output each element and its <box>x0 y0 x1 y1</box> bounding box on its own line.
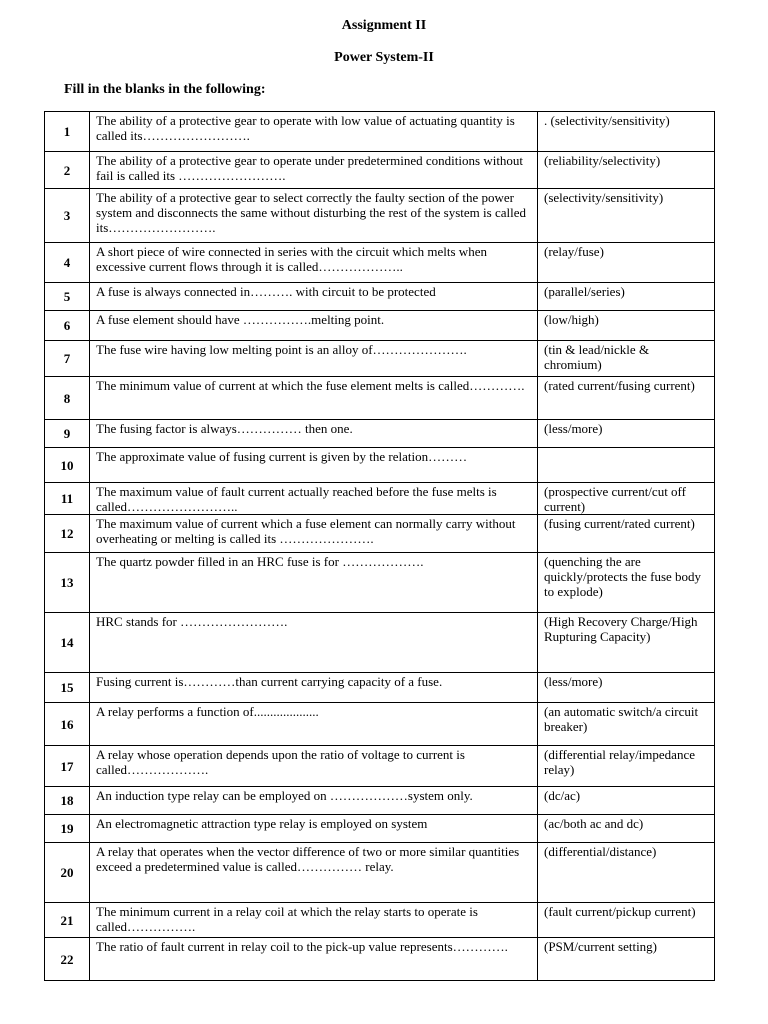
question-number: 12 <box>45 515 90 553</box>
subject-title: Power System-II <box>334 50 434 65</box>
question-number: 22 <box>45 938 90 981</box>
question-number: 19 <box>45 815 90 843</box>
question-text: HRC stands for ……………………. <box>90 613 538 673</box>
question-text: The quartz powder filled in an HRC fuse is for ………………. <box>90 553 538 613</box>
question-row <box>45 515 715 553</box>
questions-table <box>44 111 715 981</box>
question-number: 14 <box>45 613 90 673</box>
answer-options: (low/high) <box>538 311 715 341</box>
question-number: 10 <box>45 448 90 483</box>
question-row <box>45 903 715 938</box>
question-number: 9 <box>45 420 90 448</box>
question-number: 20 <box>45 843 90 903</box>
question-row <box>45 243 715 283</box>
question-text: The maximum value of current which a fuse element can normally carry without overheating or melting is called its …………………. <box>90 515 538 553</box>
question-number: 21 <box>45 903 90 938</box>
question-row <box>45 311 715 341</box>
question-row <box>45 152 715 189</box>
question-row <box>45 283 715 311</box>
question-number: 11 <box>45 483 90 515</box>
question-number: 8 <box>45 377 90 420</box>
question-number: 16 <box>45 703 90 746</box>
answer-options: (High Recovery Charge/High Rupturing Capacity) <box>538 613 715 673</box>
question-text: The ability of a protective gear to operate under predetermined conditions without fail is called its ……………………. <box>90 152 538 189</box>
question-number: 5 <box>45 283 90 311</box>
question-row <box>45 553 715 613</box>
question-text: The minimum current in a relay coil at which the relay starts to operate is called……………. <box>90 903 538 938</box>
answer-options: (ac/both ac and dc) <box>538 815 715 843</box>
question-text: The ratio of fault current in relay coil to the pick-up value represents…………. <box>90 938 538 981</box>
question-row <box>45 787 715 815</box>
question-number: 7 <box>45 341 90 377</box>
question-row <box>45 483 715 515</box>
question-number: 4 <box>45 243 90 283</box>
question-row <box>45 377 715 420</box>
answer-options: (rated current/fusing current) <box>538 377 715 420</box>
question-row <box>45 746 715 787</box>
answer-options: (reliability/selectivity) <box>538 152 715 189</box>
question-number: 15 <box>45 673 90 703</box>
answer-options: (quenching the are quickly/protects the fuse body to explode) <box>538 553 715 613</box>
question-number: 1 <box>45 112 90 152</box>
question-text: The approximate value of fusing current is given by the relation……… <box>90 448 538 483</box>
question-row <box>45 189 715 243</box>
question-text: A relay that operates when the vector difference of two or more similar quantities exceed a predetermined value is called…………… relay. <box>90 843 538 903</box>
answer-options: (prospective current/cut off current) <box>538 483 715 515</box>
question-row <box>45 843 715 903</box>
answer-options: (parallel/series) <box>538 283 715 311</box>
question-number: 13 <box>45 553 90 613</box>
question-number: 2 <box>45 152 90 189</box>
question-text: Fusing current is…………than current carrying capacity of a fuse. <box>90 673 538 703</box>
question-row <box>45 673 715 703</box>
answer-options: (relay/fuse) <box>538 243 715 283</box>
answer-options: . (selectivity/sensitivity) <box>538 112 715 152</box>
question-row <box>45 703 715 746</box>
question-text: An electromagnetic attraction type relay is employed on system <box>90 815 538 843</box>
question-text: A short piece of wire connected in series with the circuit which melts when excessive current flows through it is called……………….. <box>90 243 538 283</box>
question-text: The fuse wire having low melting point is an alloy of…………………. <box>90 341 538 377</box>
question-text: The maximum value of fault current actually reached before the fuse melts is called…………………….. <box>90 483 538 515</box>
question-row <box>45 613 715 673</box>
question-number: 18 <box>45 787 90 815</box>
answer-options <box>538 448 715 483</box>
question-row <box>45 938 715 981</box>
question-text: A relay whose operation depends upon the ratio of voltage to current is called………………. <box>90 746 538 787</box>
question-number: 3 <box>45 189 90 243</box>
question-text: The minimum value of current at which the fuse element melts is called…………. <box>90 377 538 420</box>
question-text: An induction type relay can be employed on ………………system only. <box>90 787 538 815</box>
question-row <box>45 112 715 152</box>
question-text: A relay performs a function of.................... <box>90 703 538 746</box>
question-text: The fusing factor is always…………… then one. <box>90 420 538 448</box>
answer-options: (PSM/current setting) <box>538 938 715 981</box>
answer-options: (differential/distance) <box>538 843 715 903</box>
answer-options: (less/more) <box>538 673 715 703</box>
answer-options: (an automatic switch/a circuit breaker) <box>538 703 715 746</box>
question-row <box>45 341 715 377</box>
question-row <box>45 448 715 483</box>
question-text: A fuse is always connected in………. with circuit to be protected <box>90 283 538 311</box>
answer-options: (tin & lead/nickle & chromium) <box>538 341 715 377</box>
question-row <box>45 420 715 448</box>
answer-options: (dc/ac) <box>538 787 715 815</box>
question-row <box>45 815 715 843</box>
answer-options: (differential relay/impedance relay) <box>538 746 715 787</box>
answer-options: (fault current/pickup current) <box>538 903 715 938</box>
question-text: The ability of a protective gear to select correctly the faulty section of the power system and disconnects the same without disturbing the rest of the system is called its……………………. <box>90 189 538 243</box>
instructions-heading: Fill in the blanks in the following: <box>64 82 266 97</box>
question-number: 17 <box>45 746 90 787</box>
answer-options: (selectivity/sensitivity) <box>538 189 715 243</box>
answer-options: (fusing current/rated current) <box>538 515 715 553</box>
question-text: The ability of a protective gear to operate with low value of actuating quantity is called its……………………. <box>90 112 538 152</box>
answer-options: (less/more) <box>538 420 715 448</box>
question-text: A fuse element should have …………….melting point. <box>90 311 538 341</box>
question-number: 6 <box>45 311 90 341</box>
assignment-title: Assignment II <box>341 18 427 33</box>
